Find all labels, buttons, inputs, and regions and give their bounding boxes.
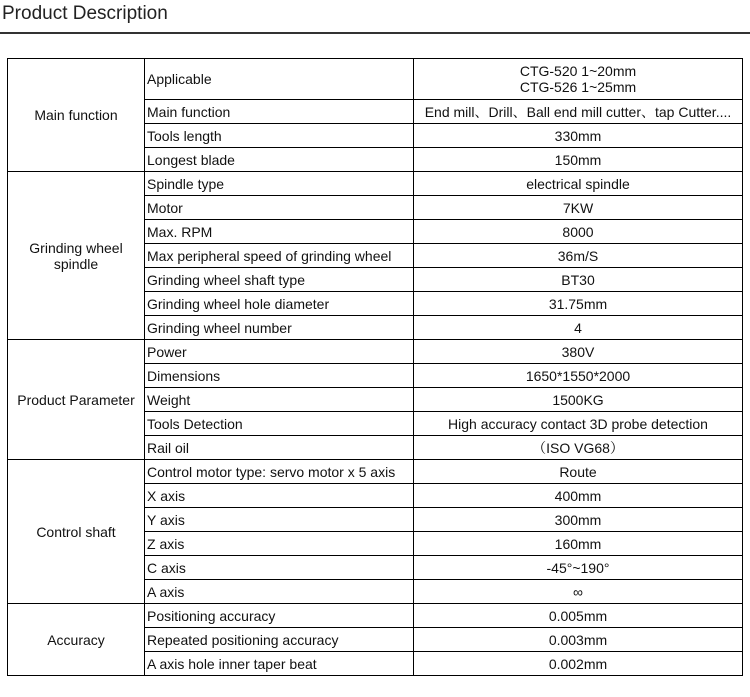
spec-label: Max peripheral speed of grinding wheel [145,244,414,268]
spec-label: Main function [145,100,414,124]
spec-table [7,58,743,676]
spec-value: ∞ [414,580,743,604]
spec-label: Positioning accuracy [145,604,414,628]
spec-value: 0.005mm [414,604,743,628]
spec-label: Weight [145,388,414,412]
spec-label: Y axis [145,508,414,532]
spec-value: 0.003mm [414,628,743,652]
spec-value: 1500KG [414,388,743,412]
spec-label: Tools length [145,124,414,148]
table-row [8,172,743,196]
group-label: Accuracy [8,604,145,676]
spec-value: 400mm [414,484,743,508]
spec-value: Route [414,460,743,484]
spec-label: Dimensions [145,364,414,388]
group-label: Grinding wheel spindle [8,172,145,340]
spec-label: Grinding wheel shaft type [145,268,414,292]
title-divider [0,32,750,34]
spec-label: Rail oil [145,436,414,460]
table-row [8,59,743,100]
spec-label: X axis [145,484,414,508]
spec-label: Longest blade [145,148,414,172]
spec-label: Applicable [145,59,414,100]
spec-value: -45°~190° [414,556,743,580]
table-row [8,340,743,364]
spec-value: 8000 [414,220,743,244]
spec-value: 36m/S [414,244,743,268]
spec-value: 380V [414,340,743,364]
spec-value [414,59,743,100]
spec-value: High accuracy contact 3D probe detection [414,412,743,436]
table-row [8,604,743,628]
spec-value: electrical spindle [414,172,743,196]
group-label: Product Parameter [8,340,145,460]
spec-value: BT30 [414,268,743,292]
spec-label: C axis [145,556,414,580]
spec-label: Motor [145,196,414,220]
spec-value: 1650*1550*2000 [414,364,743,388]
spec-value: 31.75mm [414,292,743,316]
spec-value: 300mm [414,508,743,532]
spec-label: A axis hole inner taper beat [145,652,414,676]
spec-label: A axis [145,580,414,604]
spec-label: Grinding wheel number [145,316,414,340]
spec-value-line: CTG-520 1~20mm [519,63,637,79]
spec-label: Z axis [145,532,414,556]
spec-value: 150mm [414,148,743,172]
spec-value: 4 [414,316,743,340]
spec-label: Power [145,340,414,364]
spec-label: Tools Detection [145,412,414,436]
spec-label: Max. RPM [145,220,414,244]
spec-label: Repeated positioning accuracy [145,628,414,652]
group-label: Main function [8,59,145,172]
spec-label: Control motor type: servo motor x 5 axis [145,460,414,484]
table-row [8,460,743,484]
spec-value-line: CTG-526 1~25mm [519,79,637,95]
spec-label: Grinding wheel hole diameter [145,292,414,316]
spec-value: 160mm [414,532,743,556]
spec-value: 330mm [414,124,743,148]
spec-value: （ISO VG68） [414,436,743,460]
spec-value: 0.002mm [414,652,743,676]
spec-value: End mill、Drill、Ball end mill cutter、tap Cutter.... [414,100,743,124]
page-title: Product Description [2,3,168,24]
spec-value: 7KW [414,196,743,220]
group-label: Control shaft [8,460,145,604]
spec-label: Spindle type [145,172,414,196]
